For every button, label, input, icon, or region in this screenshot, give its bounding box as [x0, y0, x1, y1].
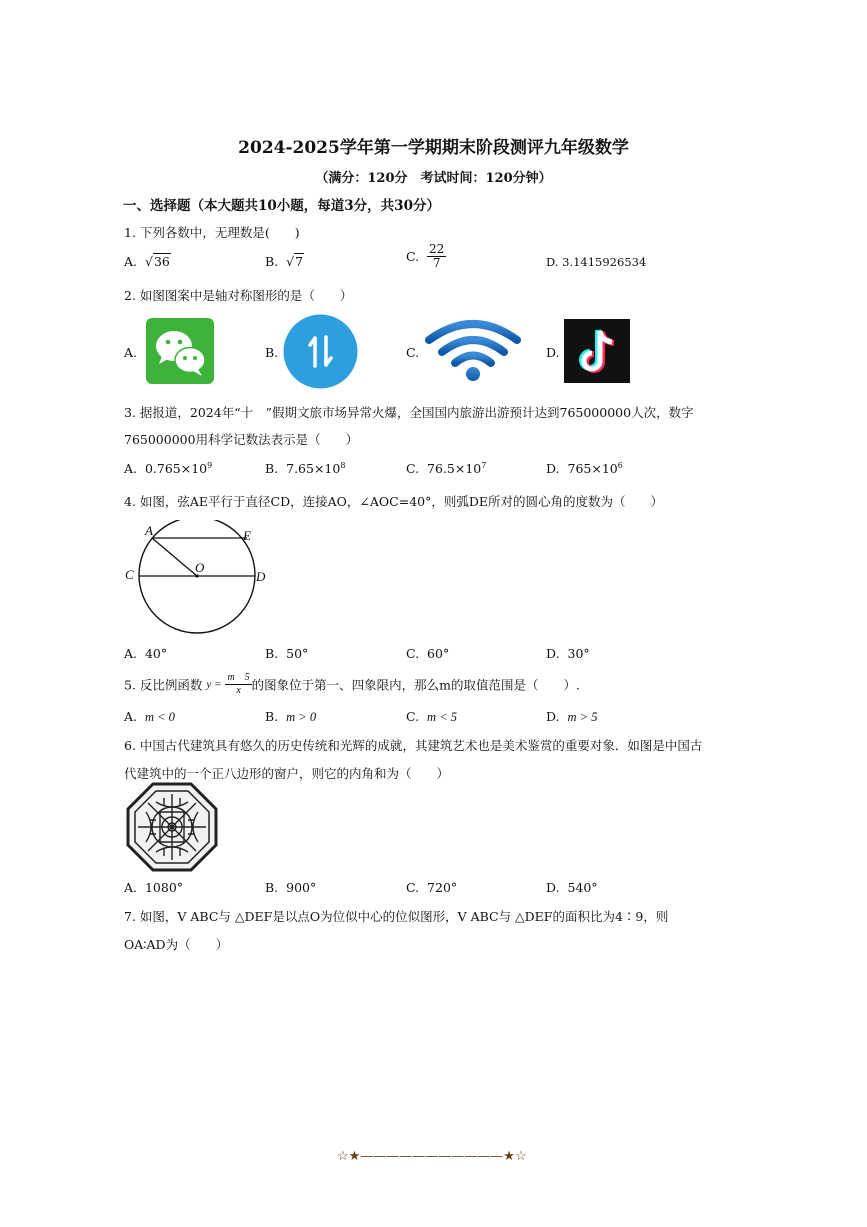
- q4-option-d: D. 30°: [546, 646, 590, 661]
- q4-option-c: C. 60°: [406, 646, 450, 661]
- wechat-icon: [146, 318, 214, 384]
- q5-stem: 5. 反比例函数 y = $\frac{m 5}{x}$ 的图象位于第一、四象限内，那么m的取值范围是（ ）.: [124, 672, 580, 696]
- q3-option-c: C. $76.5\times 10^7$: [406, 461, 487, 477]
- point-e-label: E: [243, 528, 251, 543]
- q2-stem: 2. 如图图案中是轴对称图形的是（ ）: [124, 288, 353, 303]
- function-fraction: $\frac{m 5}{x}$: [227, 672, 250, 696]
- arrows-circle-icon: [282, 314, 359, 389]
- q3-option-b: B. $7.65\times 10^8$: [265, 461, 346, 477]
- q4-option-b: B. 50°: [265, 646, 309, 661]
- q6-option-d: D. 540°: [546, 880, 598, 895]
- q3-option-d: D. $765\times 10^6$: [546, 461, 623, 477]
- point-o-label: O: [195, 560, 205, 575]
- q5-option-a: A. m < 0: [124, 709, 175, 724]
- q1-option-d: D. 3.1415926534: [546, 255, 647, 269]
- q3-option-a: A. $0.765\times 10^9$: [124, 461, 213, 477]
- octagon-window-image: [126, 782, 218, 872]
- footer-decoration: ☆★———————————★☆: [337, 1149, 527, 1164]
- exam-subtitle: （满分：120分 考试时间：120分钟）: [315, 171, 552, 186]
- fraction: $\frac{22}{7}$: [429, 242, 445, 270]
- q7-line2: OA∶AD为（ ）: [124, 937, 229, 952]
- q6-option-c: C. 720°: [406, 880, 458, 895]
- q2-label-d: D.: [546, 345, 560, 360]
- point-d-label: D: [256, 569, 266, 584]
- q4-option-a: A. 40°: [124, 646, 168, 661]
- q5-option-b: B. m > 0: [265, 709, 317, 724]
- sqrt-symbol: √7: [286, 254, 304, 269]
- wifi-icon: [425, 318, 521, 384]
- q3-line1: 3. 据报道，2024年“十 ”假期文旅市场异常火爆，全国国内旅游出游预计达到765000000人次，数字: [124, 405, 694, 420]
- q1-stem: 1. 下列各数中，无理数是( ): [124, 225, 300, 240]
- q5-option-d: D. m > 5: [546, 709, 598, 724]
- q5-option-c: C. m < 5: [406, 709, 458, 724]
- q3-line2: 765000000用科学记数法表示是（ ）: [124, 432, 359, 447]
- q6-line1: 6. 中国古代建筑具有悠久的历史传统和光辉的成就，其建筑艺术也是美术鉴赏的重要对象．如图是中国古: [124, 738, 703, 753]
- q1-option-a: A. √36: [124, 254, 170, 269]
- q6-option-a: A. 1080°: [124, 880, 184, 895]
- tiktok-icon: [564, 319, 630, 383]
- q1-option-b: B. √7: [265, 254, 304, 269]
- q4-stem: 4. 如图，弦AE平行于直径CD，连接AO，∠AOC=40°，则弧DE所对的圆心角的度数为（ ）: [124, 494, 664, 509]
- point-c-label: C: [125, 567, 134, 582]
- segment-ao: [152, 538, 197, 576]
- q2-label-a: A.: [124, 345, 138, 360]
- q7-line1: 7. 如图，V ABC与 △DEF是以点O为位似中心的位似图形，V ABC与 △DEF的面积比为4∶9，则: [124, 909, 669, 924]
- q2-label-c: C.: [406, 345, 420, 360]
- q6-option-b: B. 900°: [265, 880, 317, 895]
- q6-line2: 代建筑中的一个正八边形的窗户，则它的内角和为（ ）: [124, 766, 450, 781]
- point-a-label: A: [145, 523, 153, 538]
- q1-option-c: C. $\frac{22}{7}$: [406, 242, 445, 270]
- q2-label-b: B.: [265, 345, 279, 360]
- section-title: 一、选择题（本大题共10小题，每道3分，共30分）: [123, 198, 440, 214]
- exam-title: 2024-2025学年第一学期期末阶段测评九年级数学: [238, 138, 629, 158]
- sqrt-symbol: √36: [144, 254, 170, 269]
